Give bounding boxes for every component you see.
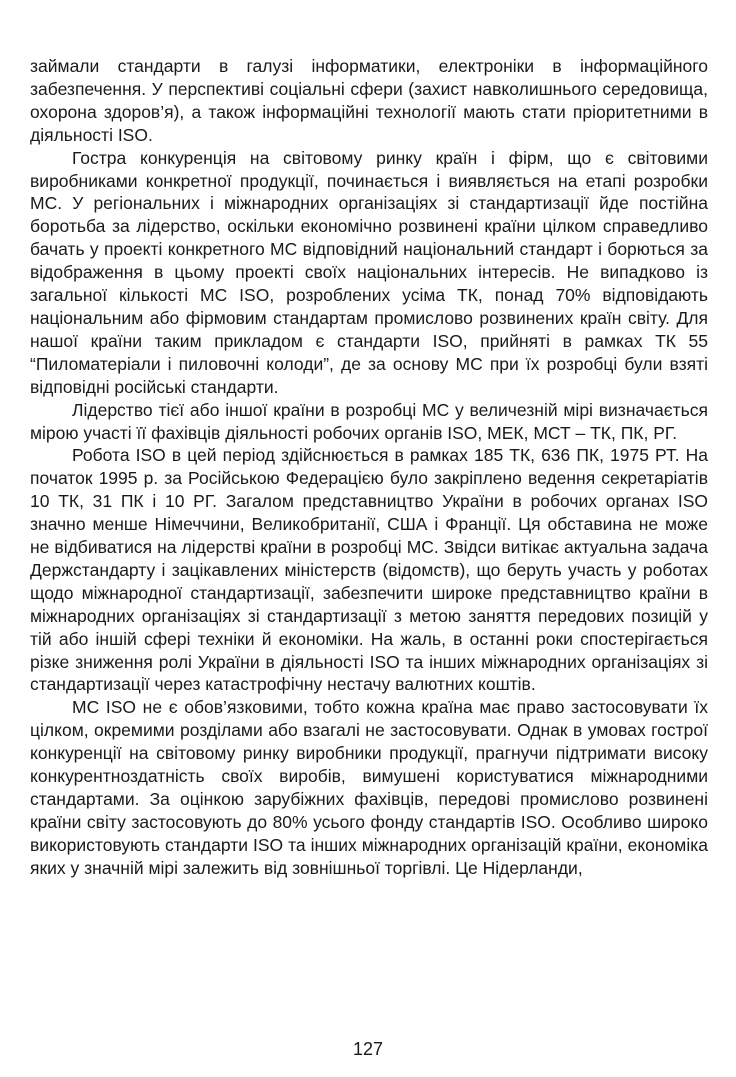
- paragraph-iso-work: Робота ISO в цей період здійснюється в рамках 185 ТК, 636 ПК, 1975 РТ. На початок 1995 р. за Російською Федерацією було закріплено ведення секретаріатів 10 ТК, 31 ПК і 10 РГ. Загалом представництво України в робочих органах ISO значно менше Німеччини, Великобританії, США і Франції. Ця обставина не може не відбиватися на лідерстві країни в розробці МС. Звідси витікає актуальна задача Держстандарту і зацікавлених міністерств (відомств), що беруть участь у роботах щодо міжнародної стандартизації, забезпечити широке представництво країни в міжнародних організаціях зі стандартизації з метою заняття передових позицій у тій або іншій сфері техніки й економіки. На жаль, в останні роки спостерігається різке зниження ролі України в діяльності ISO та інших міжнародних організаціях зі стандартизації через катастрофічну нестачу валютних коштів.: [30, 445, 708, 695]
- page-body: [30, 55, 708, 880]
- page-number: 127: [352, 1039, 384, 1059]
- paragraph-continuation: займали стандарти в галузі інформатики, електроніки в інформаційного забезпечення. У перспективі соціальні сфери (захист навколишнього середовища, охорона здоров’я), а також інформаційні технології мають стати пріоритетними в діяльності ISO.: [30, 56, 708, 145]
- paragraph-leadership: Лідерство тієї або іншої країни в розробці МС у величезній мірі визначається мірою участі її фахівців діяльності робочих органів ISO, МЕК, МСТ – ТК, ПК, РГ.: [30, 399, 708, 443]
- paragraph-iso-voluntary: МС ISO не є обов’язковими, тобто кожна країна має право застосовувати їх цілком, окремими розділами або взагалі не застосовувати. Однак в умовах гострої конкуренції на світовому ринку виробники продукції, прагнучи підтримати високу конкурентноздатність своїх виробів, вимушені користуватися міжнародними стандартами. За оцінкою зарубіжних фахівців, передові промислово розвинені країни світу застосовують до 80% усього фонду стандартів ISO. Особливо широко використовують стандарти ISO та інших міжнародних організацій країни, економіка яких у значній мірі залежить від зовнішньої торгівлі. Це Нідерланди,: [30, 697, 708, 878]
- paragraph-competition: Гостра конкуренція на світовому ринку країн і фірм, що є світовими виробниками конкретної продукції, починається і виявляється на етапі розробки МС. У регіональних і міжнародних організаціях зі стандартизації йде постійна боротьба за лідерство, оскільки економічно розвинені країни цілком справедливо бачать у проекті конкретного МС відповідний національний стандарт і борються за відображення в цьому проекті своїх національних інтересів. Не випадково із загальної кількості МС ISO, розроблених усіма ТК, понад 70% відповідають національним або фірмовим стандартам промислово розвинених країн світу. Для нашої країни таким прикладом є стандарти ISO, прийняті в рамках ТК 55 “Пиломатеріали і пиловочні колоди”, де за основу МС при їх розробці були взяті відповідні російські стандарти.: [30, 147, 708, 397]
